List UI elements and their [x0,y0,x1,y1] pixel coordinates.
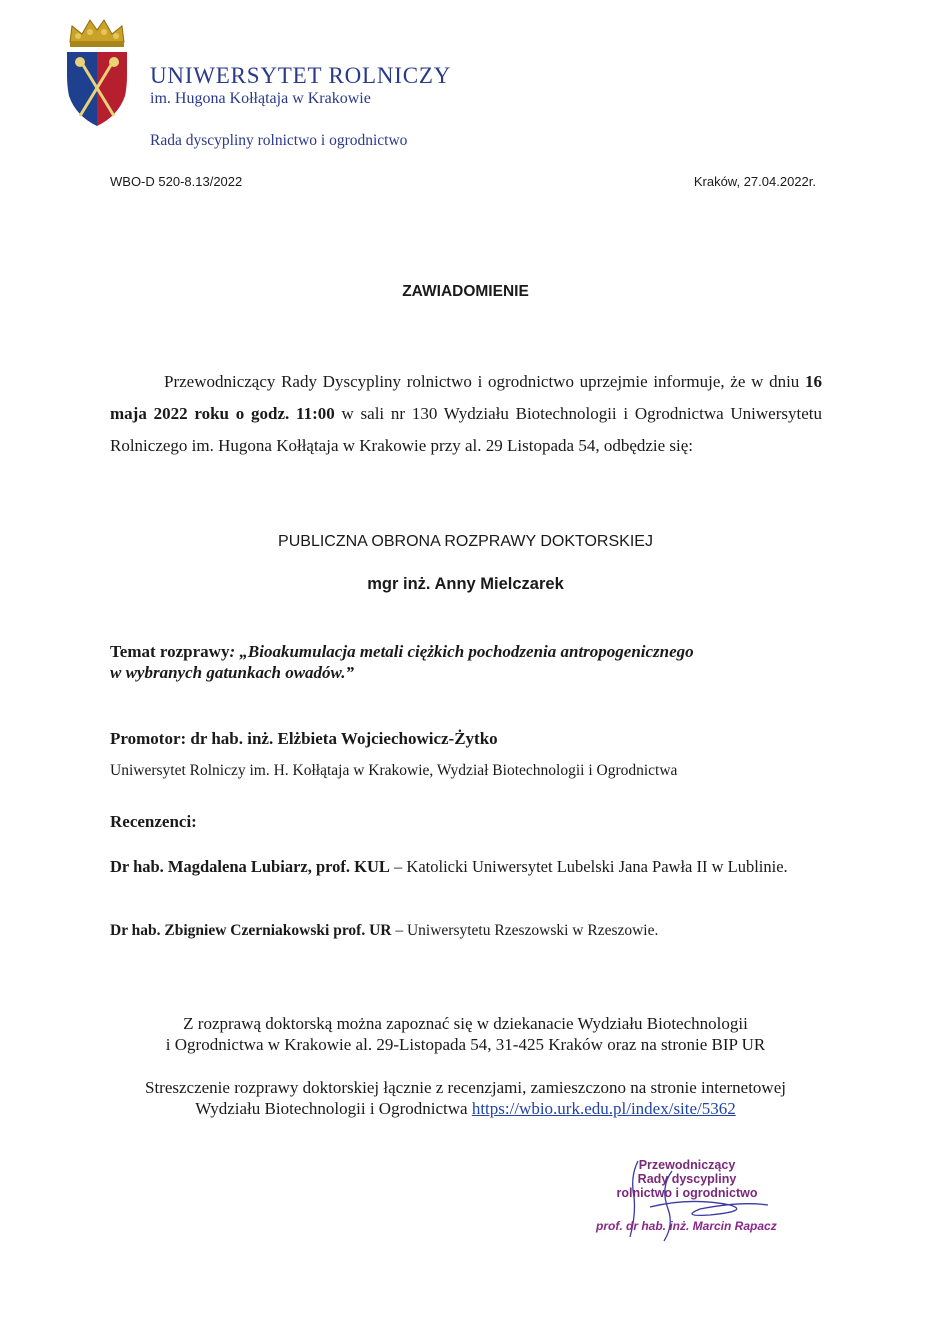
summary-note [0,1077,931,1119]
signature-stamp [612,1158,762,1200]
reviewer-1-affiliation: – Katolicki Uniwersytet Lubelski Jana Pawła II w Lublinie. [389,857,788,876]
university-subtitle: im. Hugona Kołłątaja w Krakowie [150,90,371,107]
promoter: Promotor: dr hab. inż. Elżbieta Wojciechowicz-Żytko [110,729,498,748]
place-date: Kraków, 27.04.2022r. [693,174,816,189]
reviewer-2 [110,922,658,940]
stamp-line3: rolnictwo i ogrodnictwo [616,1186,758,1200]
topic-label: Temat rozprawy [110,642,230,661]
intro-text-a: Przewodniczący Rady Dyscypliny rolnictwo i ogrodnictwo uprzejmie informuje, że w dniu [164,372,805,391]
document-title: ZAWIADOMIENIE [402,283,529,300]
university-name: UNIWERSYTET ROLNICZY [150,63,452,88]
reference-number: WBO-D 520-8.13/2022 [110,174,243,189]
promoter-affiliation: Uniwersytet Rolniczy im. H. Kołłątaja w Krakowie, Wydział Biotechnologii i Ogrodnictwa [110,762,678,779]
dissertation-topic [110,641,822,683]
reviewer-2-affiliation: – Uniwersytetu Rzeszowski w Rzeszowie. [391,922,659,939]
summary-note-line2: Wydziału Biotechnologii i Ogrodnictwa [195,1099,472,1118]
intro-text-b: w sali nr 130 Wydziału Biotechnologii i Ogrodnictwa Uniwersytetu Rolniczego im. Hugona Kołłątaja w Krakowie przy al. 29 Listopada 54, odbędzie się: [110,404,822,455]
availability-note-line2: i Ogrodnictwa w Krakowie al. 29-Listopada 54, 31-425 Kraków oraz na stronie BIP UR [165,1035,766,1054]
reviewer-2-name: Dr hab. Zbigniew Czerniakowski prof. UR [110,922,392,939]
summary-note-line1: Streszczenie rozprawy doktorskiej łącznie z recenzjami, zamieszczono na stronie internetowej [145,1078,786,1097]
availability-note [0,1013,931,1055]
intro-date: 16 maja 2022 roku o godz. 11:00 [110,372,822,423]
stamp-line2: Rady dyscypliny [637,1172,737,1186]
stamp-line1: Przewodniczący [638,1158,736,1172]
faculty-website-link[interactable]: https://wbio.urk.edu.pl/index/site/5362 [471,1099,736,1118]
topic-title-line1: : „Bioakumulacja metali ciężkich pochodzenia antropogenicznego [229,642,694,661]
candidate-name: mgr inż. Anny Mielczarek [367,575,564,593]
topic-title-line2: w wybranych gatunkach owadów.” [110,663,355,682]
council-name: Rada dyscypliny rolnictwo i ogrodnictwo [150,132,408,149]
reviewer-1 [110,856,810,877]
reviewers-heading: Recenzenci: [110,812,197,831]
availability-note-line1: Z rozprawą doktorską można zapoznać się w dziekanacie Wydziału Biotechnologii [183,1014,748,1033]
university-crest-logo [64,16,130,128]
defense-heading: PUBLICZNA OBRONA ROZPRAWY DOKTORSKIEJ [278,533,653,550]
reviewer-1-name: Dr hab. Magdalena Lubiarz, prof. KUL [110,857,390,876]
signer-name: prof. dr hab. inż. Marcin Rapacz [596,1219,777,1233]
intro-paragraph [110,366,822,462]
